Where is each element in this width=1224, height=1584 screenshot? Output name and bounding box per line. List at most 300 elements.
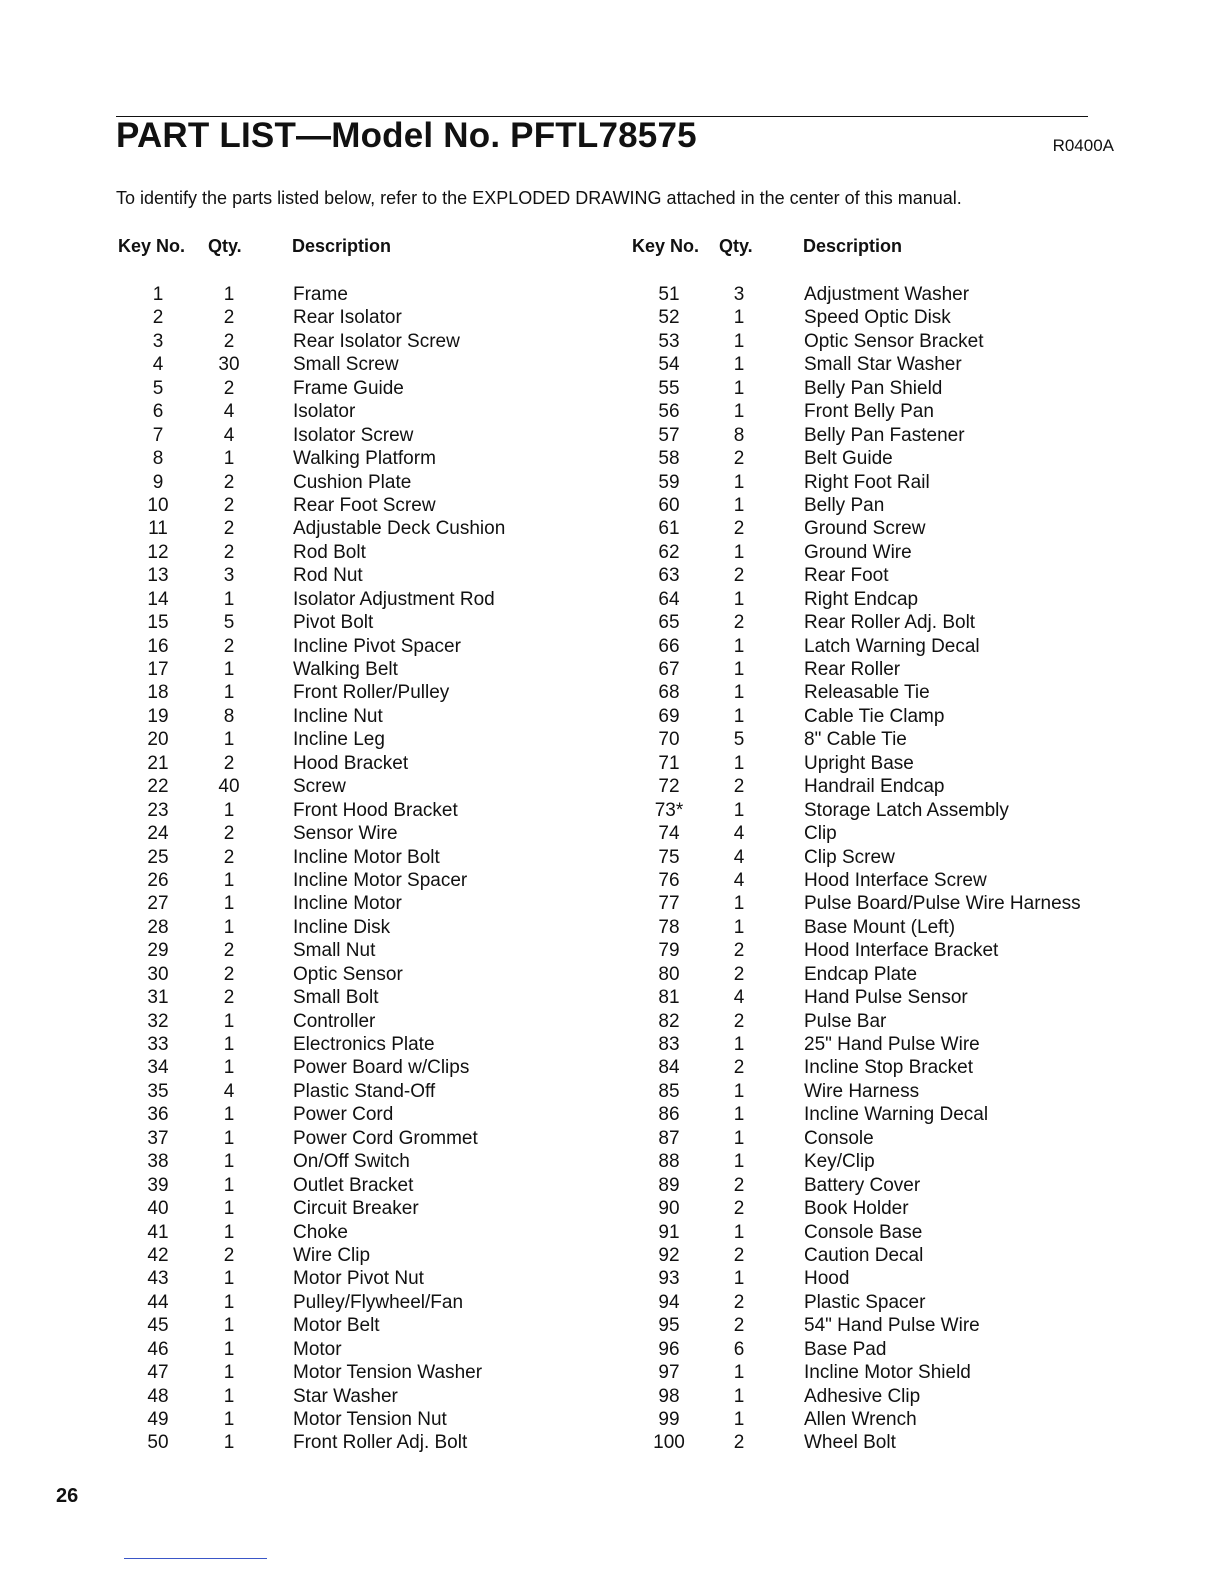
key-number: 26 (147, 869, 169, 891)
part-description: Rear Roller (804, 659, 901, 680)
key-number: 71 (658, 752, 680, 774)
part-description: 8" Cable Tie (804, 729, 907, 751)
part-description: Incline Disk (293, 916, 391, 938)
key-number: 19 (147, 705, 169, 727)
quantity: 4 (733, 987, 745, 1009)
key-number: 57 (658, 424, 680, 446)
part-description: Incline Motor Bolt (293, 846, 440, 868)
part-description: Belly Pan (804, 494, 885, 516)
quantity: 1 (733, 799, 745, 821)
part-description: Adhesive Clip (804, 1385, 921, 1407)
part-description: Motor Pivot Nut (293, 1268, 424, 1290)
key-number: 74 (658, 823, 680, 845)
quantity: 2 (733, 565, 745, 587)
part-description: Walking Belt (293, 659, 398, 680)
part-description: Rod Bolt (293, 541, 366, 563)
part-description: Hood (804, 1268, 850, 1290)
part-description: Adjustment Washer (804, 284, 970, 305)
key-number: 100 (653, 1432, 685, 1454)
part-description: Star Washer (293, 1385, 398, 1407)
part-description: Motor Tension Washer (293, 1362, 483, 1384)
quantity: 1 (733, 1268, 745, 1290)
key-number: 96 (658, 1338, 680, 1360)
quantity: 1 (223, 1057, 235, 1079)
key-number: 4 (152, 354, 164, 376)
quantity: 1 (223, 1385, 235, 1407)
part-description: Battery Cover (804, 1174, 921, 1196)
quantity: 4 (223, 424, 235, 446)
part-description: Incline Pivot Spacer (293, 635, 461, 657)
quantity: 4 (223, 1080, 235, 1102)
quantity: 2 (223, 963, 235, 985)
quantity: 2 (733, 776, 745, 798)
quantity: 2 (733, 1174, 745, 1196)
key-number: 94 (658, 1291, 680, 1313)
part-description: Caution Decal (804, 1244, 924, 1266)
quantity: 1 (223, 916, 235, 938)
part-description: Screw (293, 776, 346, 798)
key-number: 42 (147, 1244, 169, 1266)
part-description: Choke (293, 1221, 348, 1243)
key-number: 78 (658, 916, 680, 938)
quantity: 2 (223, 846, 235, 868)
part-description: Upright Base (804, 752, 914, 774)
part-description: Electronics Plate (293, 1034, 435, 1055)
part-description: Incline Nut (293, 705, 383, 727)
key-number: 16 (147, 635, 169, 657)
part-description: Storage Latch Assembly (804, 799, 1009, 821)
key-number: 15 (147, 612, 169, 634)
quantity: 1 (223, 1034, 235, 1055)
key-number: 51 (658, 284, 680, 305)
part-description: Belt Guide (804, 448, 893, 470)
key-number: 88 (658, 1151, 680, 1173)
quantity: 1 (223, 729, 235, 751)
quantity: 2 (733, 963, 745, 985)
part-description: Cable Tie Clamp (804, 705, 945, 727)
key-number: 6 (152, 401, 164, 423)
quantity: 1 (223, 1174, 235, 1196)
key-number: 23 (147, 799, 169, 821)
part-description: Circuit Breaker (293, 1198, 419, 1220)
quantity: 2 (223, 494, 235, 516)
key-number: 5 (152, 377, 164, 399)
quantity: 4 (733, 846, 745, 868)
part-description: Pulse Board/Pulse Wire Harness (804, 893, 1081, 915)
quantity: 2 (223, 330, 235, 352)
quantity: 1 (223, 682, 235, 704)
right-header-key: Key No. (632, 236, 700, 256)
quantity: 2 (733, 1198, 745, 1220)
left-header-qty: Qty. (208, 236, 242, 256)
quantity: 2 (733, 518, 745, 540)
part-description: Rear Roller Adj. Bolt (804, 612, 976, 634)
key-number: 56 (658, 401, 680, 423)
key-number: 64 (658, 588, 680, 610)
part-description: Handrail Endcap (804, 776, 945, 798)
quantity: 1 (223, 1127, 235, 1149)
key-number: 8 (152, 448, 164, 470)
quantity: 6 (733, 1338, 745, 1360)
part-description: Rear Foot Screw (293, 494, 436, 516)
key-number: 68 (658, 682, 680, 704)
part-description: Clip Screw (804, 846, 895, 868)
key-number: 63 (658, 565, 680, 587)
key-number: 18 (147, 682, 169, 704)
part-description: Incline Motor (293, 893, 402, 915)
part-description: Book Holder (804, 1198, 909, 1220)
quantity: 1 (223, 1315, 235, 1337)
key-number: 34 (147, 1057, 169, 1079)
part-description: Sensor Wire (293, 823, 398, 845)
key-number: 37 (147, 1127, 169, 1149)
key-number: 9 (152, 471, 164, 493)
quantity: 1 (223, 1221, 235, 1243)
quantity: 1 (733, 659, 745, 680)
part-description: Isolator Screw (293, 424, 414, 446)
quantity: 1 (733, 752, 745, 774)
quantity: 2 (223, 377, 235, 399)
quantity: 1 (733, 1127, 745, 1149)
quantity: 1 (223, 1104, 235, 1126)
quantity: 2 (733, 1057, 745, 1079)
key-number: 86 (658, 1104, 680, 1126)
key-number: 39 (147, 1174, 169, 1196)
part-description: Isolator Adjustment Rod (293, 588, 495, 610)
quantity: 1 (733, 1221, 745, 1243)
key-number: 90 (658, 1198, 680, 1220)
quantity: 1 (223, 1268, 235, 1290)
key-number: 20 (147, 729, 169, 751)
key-number: 30 (147, 963, 169, 985)
key-number: 27 (147, 893, 169, 915)
part-description: Incline Warning Decal (804, 1104, 989, 1126)
part-description: Motor Tension Nut (293, 1409, 447, 1430)
key-number: 73* (654, 799, 684, 821)
quantity: 2 (223, 1244, 235, 1266)
key-number: 91 (658, 1221, 680, 1243)
quantity: 2 (733, 1010, 745, 1032)
key-number: 61 (658, 518, 680, 540)
quantity: 1 (733, 682, 745, 704)
part-description: Hand Pulse Sensor (804, 987, 968, 1009)
quantity: 2 (223, 471, 235, 493)
key-number: 25 (147, 846, 169, 868)
part-description: Pulley/Flywheel/Fan (293, 1291, 464, 1313)
key-number: 38 (147, 1151, 169, 1173)
quantity: 1 (223, 1151, 235, 1173)
key-number: 84 (658, 1057, 680, 1079)
quantity: 2 (733, 448, 745, 470)
quantity: 1 (733, 377, 745, 399)
part-description: Ground Wire (804, 541, 912, 563)
key-number: 44 (147, 1291, 169, 1313)
quantity: 1 (733, 1409, 745, 1430)
key-number: 83 (658, 1034, 680, 1055)
part-description: Key/Clip (804, 1151, 875, 1173)
key-number: 31 (147, 987, 169, 1009)
quantity: 8 (733, 424, 745, 446)
part-description: Base Pad (804, 1338, 887, 1360)
key-number: 49 (147, 1409, 169, 1430)
quantity: 2 (223, 940, 235, 962)
part-description: Rod Nut (293, 565, 363, 587)
part-description: Motor (293, 1338, 342, 1360)
quantity: 4 (733, 823, 745, 845)
part-description: Incline Leg (293, 729, 385, 751)
part-description: Pivot Bolt (293, 612, 374, 634)
quantity: 1 (733, 330, 745, 352)
quantity: 1 (733, 494, 745, 516)
part-description: Controller (293, 1010, 376, 1032)
part-description: Motor Belt (293, 1315, 380, 1337)
key-number: 97 (658, 1362, 680, 1384)
key-number: 22 (147, 776, 169, 798)
key-number: 54 (658, 354, 680, 376)
quantity: 8 (223, 705, 235, 727)
quantity: 2 (733, 1291, 745, 1313)
key-number: 95 (658, 1315, 680, 1337)
right-header-qty: Qty. (719, 236, 753, 256)
part-description: Front Roller/Pulley (293, 682, 450, 704)
quantity: 4 (223, 401, 235, 423)
part-description: Rear Isolator (293, 307, 402, 329)
key-number: 33 (147, 1034, 169, 1055)
quantity: 1 (733, 541, 745, 563)
key-number: 10 (147, 494, 169, 516)
quantity: 30 (218, 354, 240, 376)
part-description: Small Nut (293, 940, 376, 962)
quantity: 2 (223, 518, 235, 540)
left-header-key: Key No. (118, 236, 186, 256)
key-number: 69 (658, 705, 680, 727)
key-number: 2 (152, 307, 164, 329)
part-description: Speed Optic Disk (804, 307, 951, 329)
part-description: Outlet Bracket (293, 1174, 414, 1196)
key-number: 92 (658, 1244, 680, 1266)
page-title: PART LIST—Model No. PFTL78575 (116, 116, 697, 155)
quantity: 1 (733, 1034, 745, 1055)
part-description: Right Endcap (804, 588, 919, 610)
key-number: 79 (658, 940, 680, 962)
key-number: 99 (658, 1409, 680, 1430)
key-number: 36 (147, 1104, 169, 1126)
key-number: 82 (658, 1010, 680, 1032)
key-number: 32 (147, 1010, 169, 1032)
quantity: 2 (223, 987, 235, 1009)
page-number: 26 (56, 1485, 79, 1507)
key-number: 58 (658, 448, 680, 470)
key-number: 66 (658, 635, 680, 657)
quantity: 3 (733, 284, 745, 305)
quantity: 1 (223, 659, 235, 680)
quantity: 2 (733, 1315, 745, 1337)
key-number: 43 (147, 1268, 169, 1290)
quantity: 1 (733, 354, 745, 376)
quantity: 1 (223, 1291, 235, 1313)
part-description: Endcap Plate (804, 963, 918, 985)
key-number: 89 (658, 1174, 680, 1196)
part-description: Console (804, 1127, 874, 1149)
key-number: 70 (658, 729, 680, 751)
part-description: 25" Hand Pulse Wire (804, 1034, 980, 1055)
part-description: Optic Sensor Bracket (804, 330, 984, 352)
quantity: 1 (223, 869, 235, 891)
key-number: 60 (658, 494, 680, 516)
key-number: 93 (658, 1268, 680, 1290)
key-number: 50 (147, 1432, 169, 1454)
part-description: Front Belly Pan (804, 401, 934, 423)
quantity: 1 (223, 1362, 235, 1384)
quantity: 1 (733, 307, 745, 329)
quantity: 1 (733, 471, 745, 493)
quantity: 2 (223, 752, 235, 774)
quantity: 3 (223, 565, 235, 587)
part-description: Small Star Washer (804, 354, 962, 376)
quantity: 1 (223, 799, 235, 821)
part-description: Plastic Spacer (804, 1291, 926, 1313)
part-description: Power Board w/Clips (293, 1057, 470, 1079)
part-description: Adjustable Deck Cushion (293, 518, 506, 540)
quantity: 4 (733, 869, 745, 891)
part-description: Front Hood Bracket (293, 799, 458, 821)
left-header-description: Description (292, 236, 392, 256)
key-number: 28 (147, 916, 169, 938)
intro-text: To identify the parts listed below, refer to the EXPLODED DRAWING attached in the center of this manual. (116, 188, 962, 208)
key-number: 46 (147, 1338, 169, 1360)
part-description: Optic Sensor (293, 963, 403, 985)
part-description: Cushion Plate (293, 471, 412, 493)
quantity: 1 (733, 401, 745, 423)
quantity: 2 (733, 612, 745, 634)
quantity: 5 (223, 612, 235, 634)
quantity: 1 (223, 893, 235, 915)
part-description: Hood Bracket (293, 752, 409, 774)
key-number: 80 (658, 963, 680, 985)
key-number: 85 (658, 1080, 680, 1102)
key-number: 77 (658, 893, 680, 915)
quantity: 5 (733, 729, 745, 751)
quantity: 2 (223, 307, 235, 329)
quantity: 2 (733, 940, 745, 962)
right-header-description: Description (803, 236, 903, 256)
footer-line (124, 1558, 267, 1559)
key-number: 14 (147, 588, 169, 610)
part-description: Incline Stop Bracket (804, 1057, 973, 1079)
part-description: Belly Pan Shield (804, 377, 943, 399)
part-description: Hood Interface Screw (804, 869, 987, 891)
key-number: 47 (147, 1362, 169, 1384)
quantity: 1 (733, 916, 745, 938)
quantity: 1 (223, 1432, 235, 1454)
quantity: 1 (223, 284, 235, 305)
key-number: 13 (147, 565, 169, 587)
quantity: 1 (223, 448, 235, 470)
part-description: 54" Hand Pulse Wire (804, 1315, 980, 1337)
part-description: Power Cord (293, 1104, 394, 1126)
part-description: Wire Clip (293, 1244, 371, 1266)
quantity: 1 (733, 893, 745, 915)
key-number: 55 (658, 377, 680, 399)
quantity: 2 (223, 823, 235, 845)
key-number: 12 (147, 541, 169, 563)
part-description: Rear Foot (804, 565, 889, 587)
key-number: 75 (658, 846, 680, 868)
key-number: 3 (152, 330, 164, 352)
part-description: Frame (293, 284, 348, 305)
part-description: Wire Harness (804, 1080, 920, 1102)
part-description: Power Cord Grommet (293, 1127, 478, 1149)
key-number: 7 (152, 424, 164, 446)
quantity: 1 (733, 1080, 745, 1102)
part-description: Walking Platform (293, 448, 436, 470)
part-description: Rear Isolator Screw (293, 330, 460, 352)
part-description: Latch Warning Decal (804, 635, 980, 657)
part-description: Plastic Stand-Off (293, 1080, 436, 1102)
key-number: 98 (658, 1385, 680, 1407)
key-number: 40 (147, 1198, 169, 1220)
quantity: 1 (223, 1010, 235, 1032)
quantity: 40 (218, 776, 240, 798)
part-description: Releasable Tie (804, 682, 930, 704)
key-number: 52 (658, 307, 680, 329)
key-number: 29 (147, 940, 169, 962)
quantity: 1 (223, 1409, 235, 1430)
part-description: Frame Guide (293, 377, 404, 399)
part-description: On/Off Switch (293, 1151, 410, 1173)
part-description: Isolator (293, 401, 356, 423)
quantity: 1 (733, 588, 745, 610)
key-number: 76 (658, 869, 680, 891)
part-description: Console Base (804, 1221, 923, 1243)
quantity: 2 (223, 635, 235, 657)
part-description: Small Bolt (293, 987, 379, 1009)
part-description: Incline Motor Spacer (293, 869, 468, 891)
part-description: Base Mount (Left) (804, 916, 956, 938)
part-description: Belly Pan Fastener (804, 424, 965, 446)
quantity: 2 (223, 541, 235, 563)
part-description: Clip (804, 823, 837, 845)
quantity: 2 (733, 1244, 745, 1266)
quantity: 1 (733, 1362, 745, 1384)
part-description: Front Roller Adj. Bolt (293, 1432, 468, 1454)
quantity: 1 (223, 1338, 235, 1360)
part-description: Allen Wrench (804, 1409, 917, 1430)
key-number: 35 (147, 1080, 169, 1102)
quantity: 1 (733, 705, 745, 727)
key-number: 41 (147, 1221, 169, 1243)
key-number: 11 (148, 518, 168, 540)
quantity: 1 (733, 1151, 745, 1173)
quantity: 1 (733, 635, 745, 657)
quantity: 1 (733, 1385, 745, 1407)
key-number: 24 (147, 823, 169, 845)
key-number: 53 (658, 330, 680, 352)
part-description: Hood Interface Bracket (804, 940, 999, 962)
key-number: 72 (658, 776, 680, 798)
quantity: 1 (733, 1104, 745, 1126)
key-number: 62 (658, 541, 680, 563)
document-code: R0400A (1052, 136, 1114, 155)
key-number: 65 (658, 612, 680, 634)
part-description: Wheel Bolt (804, 1432, 896, 1454)
part-description: Incline Motor Shield (804, 1362, 971, 1384)
key-number: 81 (658, 987, 680, 1009)
part-description: Right Foot Rail (804, 471, 930, 493)
key-number: 59 (658, 471, 680, 493)
part-description: Ground Screw (804, 518, 926, 540)
key-number: 1 (152, 284, 164, 305)
